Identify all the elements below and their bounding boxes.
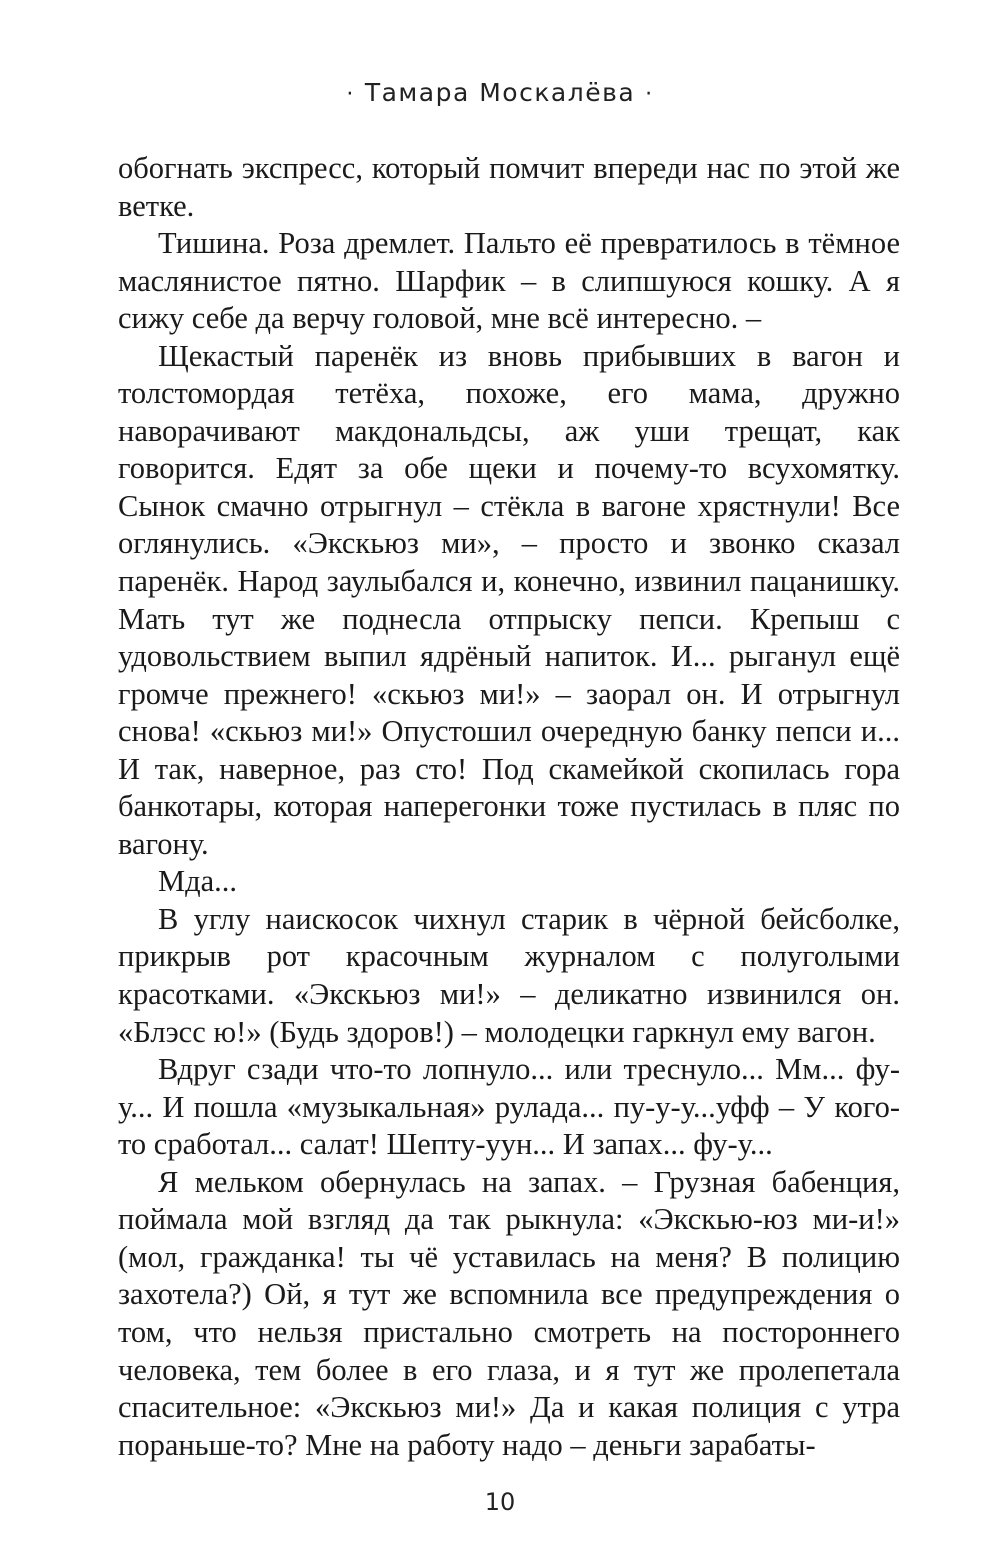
paragraph: Мда... <box>158 864 238 899</box>
paragraph: Тишина. Роза дремлет. Пальто её превратилось в тёмное маслянистое пятно. Шарфик – в слипшуюся кошку. А я сижу себе да верчу головой, мне всё интересно. – <box>118 226 900 336</box>
paragraph: Вдруг сзади что-то лопнуло... или треснуло... Мм... фу-у... И пошла «музыкальная» рулада... пу-у-у...уфф – У кого-то сработал... салат! Шепту-уун... И запах... фу-у... <box>118 1052 900 1162</box>
paragraph: В углу наискосок чихнул старик в чёрной бейсболке, прикрыв рот красочным журналом с полуголыми красотками. «Экскьюз ми!» – деликатно извинился он. «Блэсс ю!» (Будь здоров!) – молодецки гаркнул ему вагон. <box>118 901 900 1049</box>
header-dot-right: · <box>645 82 654 107</box>
body-text <box>118 150 900 1464</box>
header-dot-left: · <box>346 82 355 107</box>
paragraph: обогнать экспресс, который помчит впереди нас по этой же ветке. <box>118 151 900 223</box>
page-number: 10 <box>484 1488 516 1516</box>
paragraph: Я мельком обернулась на запах. – Грузная бабенция, поймала мой взгляд да так рыкнула: «Экскью-юз ми-и!» (мол, гражданка! ты чё уставилась на меня? В полицию захотела?) Ой, я тут же вспомнила все предупреждения о том, что нельзя пристально смотреть на постороннего человека, тем более в его глаза, и я тут же пролепетала спасительное: «Экскьюз ми!» Да и какая полиция с утра пораньше-то? Мне на работу надо – деньги зарабаты- <box>118 1164 900 1462</box>
paragraph: Щекастый паренёк из вновь прибывших в вагон и толстомордая тетёха, похоже, его мама, дружно наворачивают макдональдсы, аж уши трещат, как говорится. Едят за обе щеки и почему-то всухомятку. Сынок смачно отрыгнул – стёкла в вагоне хрястнули! Все оглянулись. «Экскьюз ми», – просто и звонко сказал паренёк. Народ заулыбался и, конечно, извинил пацанишку. Мать тут же поднесла отпрыску пепси. Крепыш с удовольствием выпил ядрёный напиток. И... рыганул ещё громче прежнего! «скьюз ми!» – заорал он. И отрыгнул снова! «скьюз ми!» Опустошил очередную банку пепси и... И так, наверное, раз сто! Под скамейкой скопилась гора банкотары, которая наперегонки тоже пустилась в пляс по вагону. <box>118 338 900 861</box>
running-header <box>0 78 1000 110</box>
header-author: Тамара Москалёва <box>364 78 636 107</box>
